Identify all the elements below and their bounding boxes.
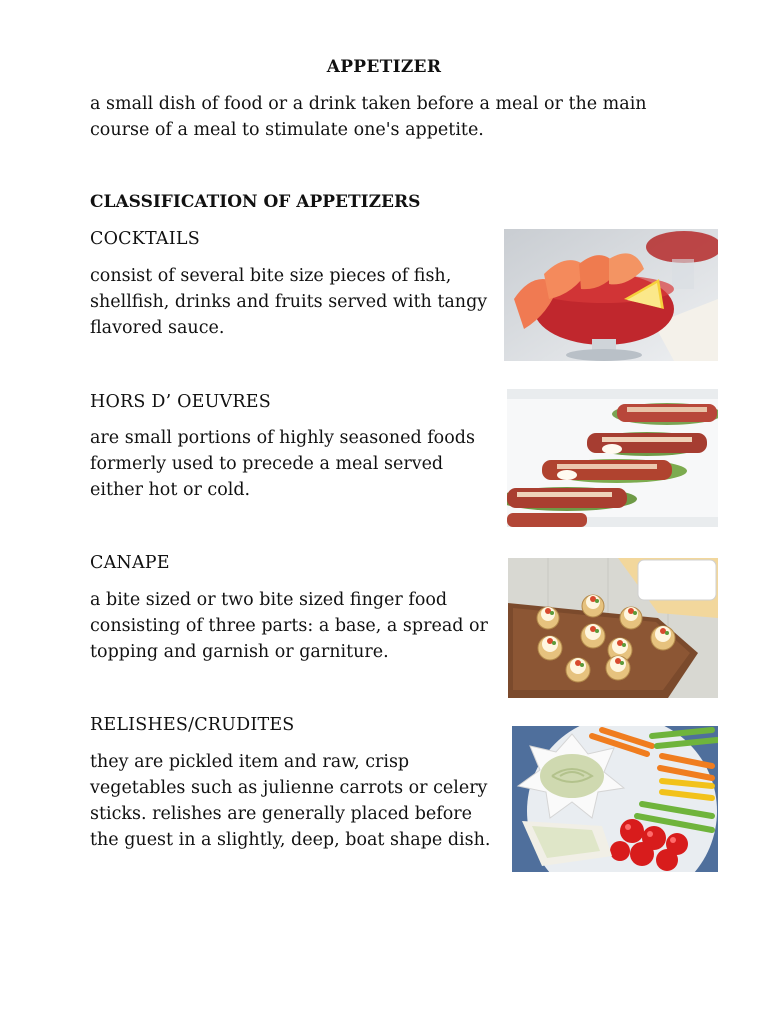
section-heading-cocktails: COCKTAILS (90, 229, 200, 249)
section-heading-relishes-crudites: RELISHES/CRUDITES (90, 715, 295, 735)
definition-text: a small dish of food or a drink taken before a meal or the main course of a meal to stimulate one's appetite. (90, 94, 647, 140)
section-heading-hors-doeuvres: HORS D’ OEUVRES (90, 392, 271, 412)
section-description-relishes-crudites: they are pickled item and raw, crisp vegetables such as julienne carrots or celery sticks. relishes are generally placed before the guest in a slightly, deep, boat shape dish. (90, 752, 491, 850)
canapes-on-board-photo (508, 558, 718, 698)
page-title: APPETIZER (326, 57, 442, 77)
classification-heading: CLASSIFICATION OF APPETIZERS (90, 192, 421, 212)
section-heading-canape: CANAPE (90, 553, 170, 573)
vegetable-platter-with-dip-photo (512, 726, 718, 872)
shrimp-cocktail-photo (504, 229, 718, 361)
section-description-hors-doeuvres: are small portions of highly seasoned foods formerly used to precede a meal served either hot or cold. (90, 428, 475, 500)
bacon-wrapped-appetizers-photo (507, 389, 718, 527)
section-description-cocktails: consist of several bite size pieces of fish, shellfish, drinks and fruits served with tangy flavored sauce. (90, 266, 488, 338)
section-description-canape: a bite sized or two bite sized finger food consisting of three parts: a base, a spread or topping and garnish or garniture. (90, 590, 488, 662)
